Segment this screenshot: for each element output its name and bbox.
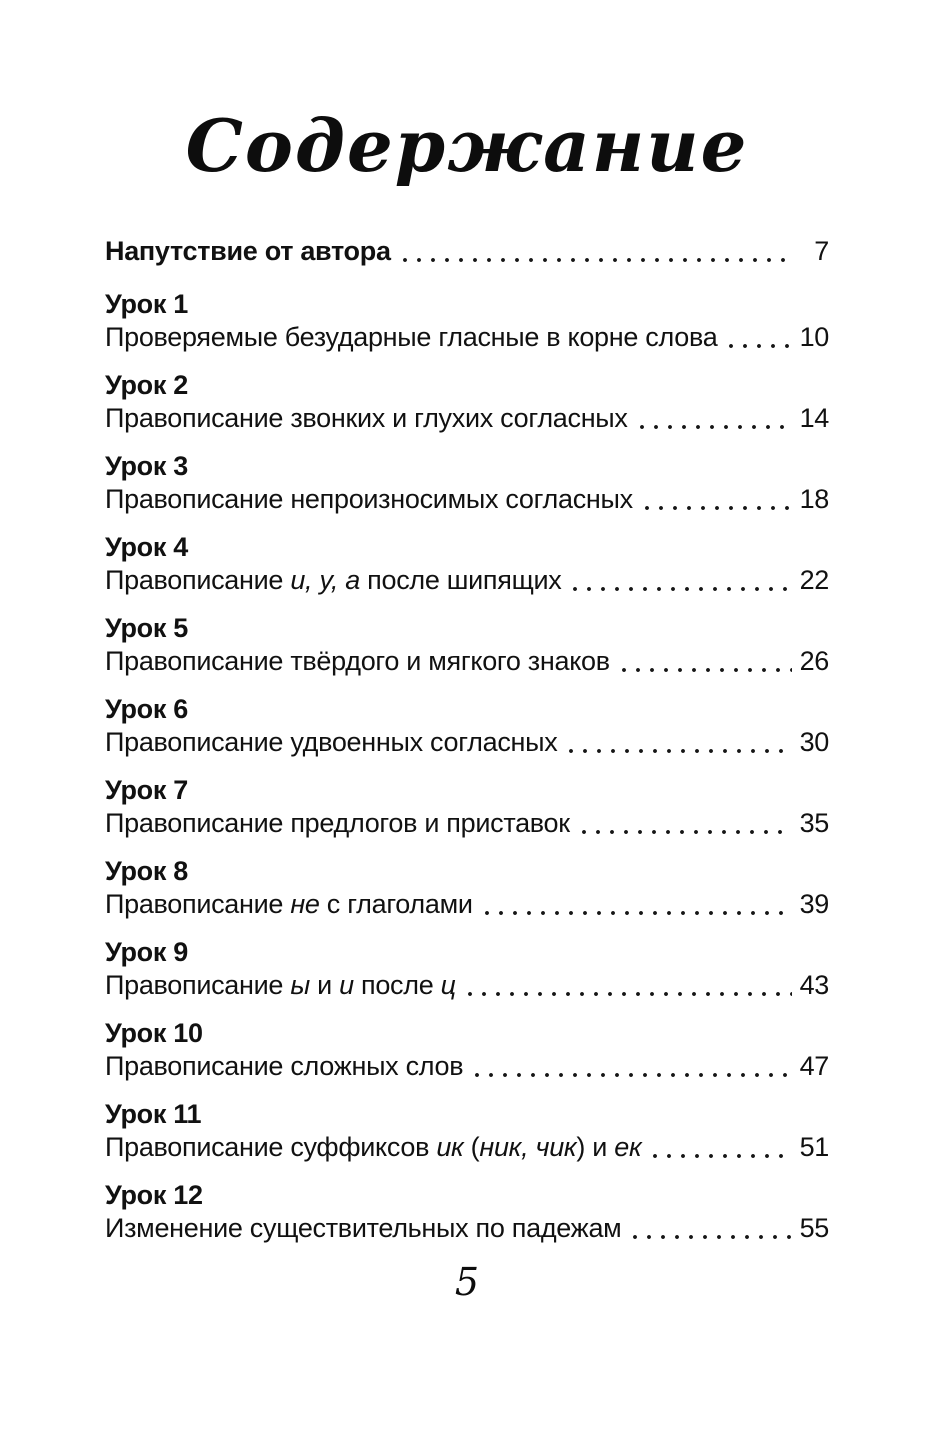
page-ref: 43 <box>799 970 829 1001</box>
page-ref: 10 <box>799 322 829 353</box>
toc-line <box>105 564 829 597</box>
page-ref: 18 <box>799 484 829 515</box>
lesson-heading: Урок 3 <box>105 451 188 482</box>
dot-leader <box>724 321 792 354</box>
lesson-heading: Урок 1 <box>105 289 188 320</box>
page-ref: 47 <box>799 1051 829 1082</box>
toc-line <box>105 969 829 1002</box>
toc-entry <box>105 1179 829 1245</box>
toc-line <box>105 402 829 435</box>
page-ref: 55 <box>799 1213 829 1244</box>
toc-line <box>105 1131 829 1164</box>
lesson-title: Изменение существительных по падежам <box>105 1213 622 1244</box>
page-ref: 14 <box>799 403 829 434</box>
toc-line <box>105 321 829 354</box>
page-title: Содержание <box>185 103 749 188</box>
lesson-heading: Урок 7 <box>105 775 188 806</box>
lesson-title: Правописание предлогов и приставок <box>105 808 570 839</box>
dot-leader <box>568 564 792 597</box>
lesson-heading: Урок 2 <box>105 370 188 401</box>
page-ref: 7 <box>814 236 829 267</box>
dot-leader <box>470 1050 792 1083</box>
toc-entry <box>105 774 829 840</box>
toc-entry <box>105 936 829 1002</box>
toc-line <box>105 1050 829 1083</box>
toc-entry <box>105 612 829 678</box>
page-ref: 51 <box>799 1132 829 1163</box>
lesson-heading: Урок 12 <box>105 1180 203 1211</box>
dot-leader <box>398 235 792 268</box>
lesson-heading: Урок 8 <box>105 856 188 887</box>
lesson-title: Правописание непроизносимых согласных <box>105 484 633 515</box>
page-ref: 35 <box>799 808 829 839</box>
toc-entry <box>105 855 829 921</box>
dot-leader <box>628 1212 792 1245</box>
preface-label: Напутствие от автора <box>105 236 391 267</box>
toc-entry <box>105 531 829 597</box>
toc-line <box>105 645 829 678</box>
toc-line <box>105 483 829 516</box>
lesson-title: Правописание суффиксов ик (ник, чик) и ек <box>105 1132 642 1163</box>
toc-entry <box>105 693 829 759</box>
toc-preface-row <box>105 235 829 268</box>
lesson-heading: Урок 10 <box>105 1018 203 1049</box>
dot-leader <box>617 645 792 678</box>
dot-leader <box>577 807 792 840</box>
toc-line <box>105 888 829 921</box>
toc-entry <box>105 1017 829 1083</box>
dot-leader <box>463 969 792 1002</box>
toc-line <box>105 1212 829 1245</box>
lesson-title: Правописание и, у, а после шипящих <box>105 565 562 596</box>
lesson-title: Правописание не с глаголами <box>105 889 473 920</box>
lesson-title: Правописание удвоенных согласных <box>105 727 558 758</box>
toc-entry <box>105 369 829 435</box>
lesson-heading: Урок 9 <box>105 937 188 968</box>
lesson-title: Правописание твёрдого и мягкого знаков <box>105 646 610 677</box>
lesson-heading: Урок 5 <box>105 613 188 644</box>
lesson-heading: Урок 4 <box>105 532 188 563</box>
toc-entry <box>105 288 829 354</box>
dot-leader <box>635 402 792 435</box>
lesson-title: Правописание сложных слов <box>105 1051 464 1082</box>
toc-line <box>105 807 829 840</box>
dot-leader <box>648 1131 792 1164</box>
toc-entry <box>105 450 829 516</box>
page-ref: 22 <box>799 565 829 596</box>
dot-leader <box>640 483 792 516</box>
toc-entry <box>105 1098 829 1164</box>
lesson-heading: Урок 11 <box>105 1099 202 1130</box>
lesson-title: Проверяемые безударные гласные в корне слова <box>105 322 718 353</box>
folio-page-number: 5 <box>454 1260 480 1305</box>
lesson-title: Правописание ы и и после ц <box>105 970 456 1001</box>
page-ref: 30 <box>799 727 829 758</box>
dot-leader <box>480 888 792 921</box>
lesson-heading: Урок 6 <box>105 694 188 725</box>
dot-leader <box>564 726 792 759</box>
page-ref: 26 <box>799 646 829 677</box>
page-ref: 39 <box>799 889 829 920</box>
toc-line <box>105 726 829 759</box>
lesson-title: Правописание звонких и глухих согласных <box>105 403 628 434</box>
